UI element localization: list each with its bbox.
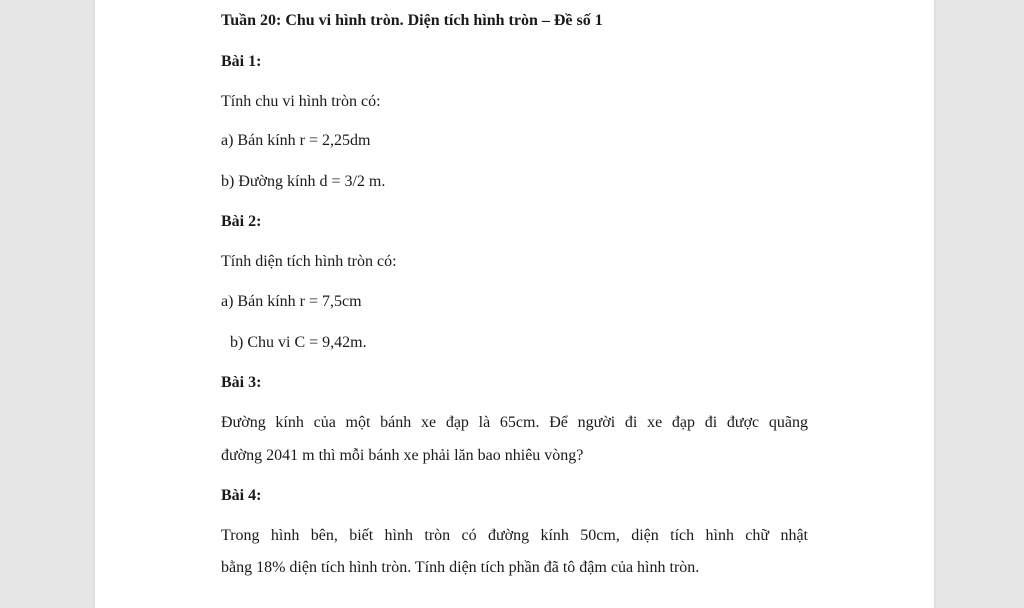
bai4-line-2: bằng 18% diện tích hình tròn. Tính diện tích phần đã tô đậm của hình tròn. xyxy=(221,559,700,576)
bai1-item-b: b) Đường kính d = 3/2 m. xyxy=(221,173,386,190)
bai3-line-2: đường 2041 m thì mỗi bánh xe phải lăn bao nhiêu vòng? xyxy=(221,447,584,464)
bai4-heading: Bài 4: xyxy=(221,487,262,504)
document-page xyxy=(95,0,934,608)
bai2-item-a: a) Bán kính r = 7,5cm xyxy=(221,293,362,310)
bai1-heading: Bài 1: xyxy=(221,53,262,70)
document-title: Tuần 20: Chu vi hình tròn. Diện tích hình tròn – Đề số 1 xyxy=(221,12,603,29)
bai3-line-1: Đường kính của một bánh xe đạp là 65cm. Để người đi xe đạp đi được quãng xyxy=(221,414,808,431)
bai3-heading: Bài 3: xyxy=(221,374,262,391)
bai2-prompt: Tính diện tích hình tròn có: xyxy=(221,253,397,270)
bai4-line-1: Trong hình bên, biết hình tròn có đường kính 50cm, diện tích hình chữ nhật xyxy=(221,527,808,544)
bai2-heading: Bài 2: xyxy=(221,213,262,230)
bai2-item-b: b) Chu vi C = 9,42m. xyxy=(230,334,367,351)
bai1-item-a: a) Bán kính r = 2,25dm xyxy=(221,132,371,149)
bai1-prompt: Tính chu vi hình tròn có: xyxy=(221,93,381,110)
